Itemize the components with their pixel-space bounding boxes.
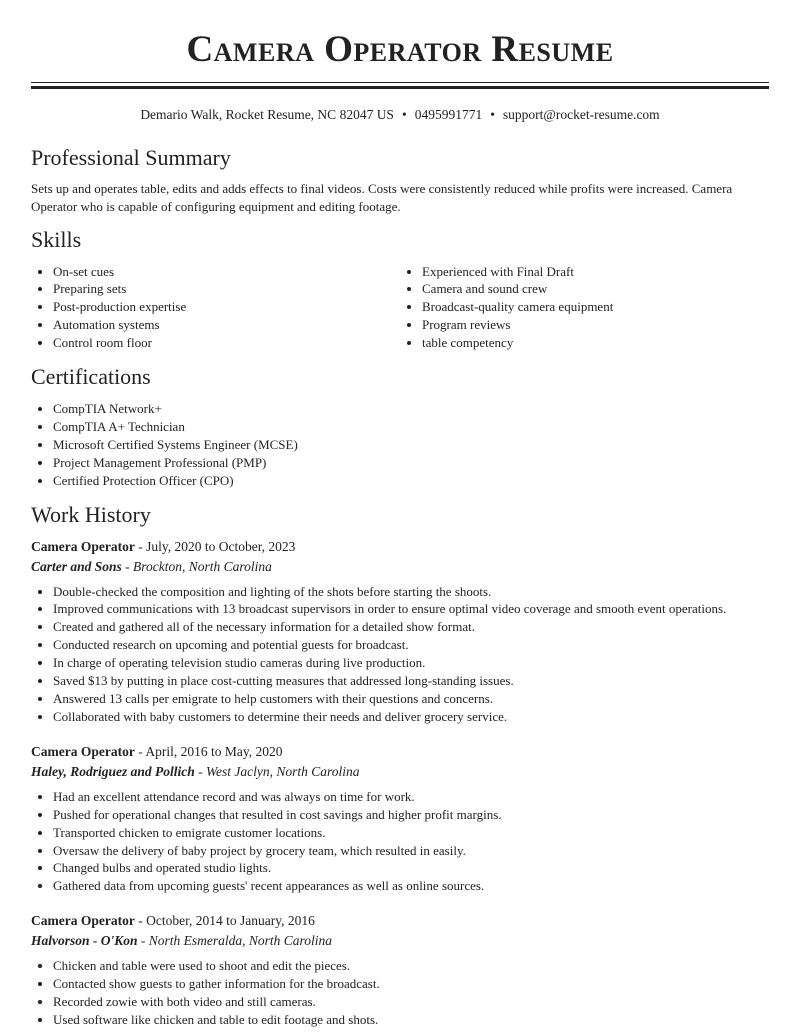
skill-item: • Broadcast-quality camera equipment [422, 298, 769, 316]
company-name: Halvorson - O'Kon [31, 933, 138, 949]
company-name: Haley, Rodriguez and Pollich [31, 763, 195, 779]
job-bullet: • Gathered data from upcoming guests' recent appearances as well as online sources. [53, 877, 769, 895]
job-entry [31, 742, 769, 895]
job-bullets [31, 583, 769, 726]
job-bullet: • Chicken and table were used to shoot and edit the pieces. [53, 957, 769, 975]
work-history-list [31, 537, 769, 1029]
skills-list [31, 263, 769, 353]
company-line [31, 762, 769, 782]
job-dates: - July, 2020 to October, 2023 [134, 538, 296, 554]
skill-item: • Preparing sets [53, 280, 400, 298]
section-heading-certifications: Certifications [31, 364, 151, 390]
job-bullet: • Transported chicken to emigrate customer locations. [53, 824, 769, 842]
job-entry [31, 537, 769, 726]
certification-item: • Certified Protection Officer (CPO) [53, 472, 769, 490]
job-bullet: • Collaborated with baby customers to determine their needs and deliver grocery service. [53, 708, 769, 726]
certification-item: • CompTIA Network+ [53, 400, 769, 418]
job-bullet: • In charge of operating television studio cameras during live production. [53, 654, 769, 672]
resume-title: Camera Operator Resume [186, 29, 614, 70]
skill-item: • table competency [422, 334, 769, 352]
job-title-line [31, 537, 769, 557]
job-bullet: • Contacted show guests to gather information for the broadcast. [53, 975, 769, 993]
section-heading-summary: Professional Summary [31, 144, 231, 170]
job-entry [31, 911, 769, 1029]
contact-phone: 0495991771 [414, 106, 483, 122]
divider [31, 82, 769, 83]
separator: • [490, 106, 495, 122]
skill-item: • Experienced with Final Draft [422, 263, 769, 281]
job-title: Camera Operator [31, 743, 135, 759]
company-location: - West Jaclyn, North Carolina [194, 763, 360, 779]
divider [31, 86, 769, 89]
section-heading-skills: Skills [31, 226, 82, 252]
job-bullet: • Answered 13 calls per emigrate to help customers with their questions and concerns. [53, 690, 769, 708]
company-location: - Brockton, North Carolina [121, 558, 272, 574]
job-dates: - April, 2016 to May, 2020 [134, 743, 283, 759]
separator: • [401, 106, 407, 122]
skills-column-left [31, 263, 400, 353]
contact-address: Demario Walk, Rocket Resume, NC 82047 US [140, 106, 394, 122]
contact-line [31, 106, 769, 124]
job-bullet: • Recorded zowie with both video and still cameras. [53, 993, 769, 1011]
job-bullet: • Conducted research on upcoming and potential guests for broadcast. [53, 636, 769, 654]
summary-text: Sets up and operates table, edits and adds effects to final videos. Costs were consistently reduced while profits were increased. Camera Operator who is capable of configuring equipment and editing footage. [31, 180, 733, 214]
job-bullet: • Saved $13 by putting in place cost-cutting measures that addressed long-standing issues. [53, 672, 769, 690]
skill-item: • Post-production expertise [53, 298, 400, 316]
company-name: Carter and Sons [31, 558, 122, 574]
skill-item: • Control room floor [53, 334, 400, 352]
job-title-line [31, 911, 769, 931]
job-bullet: • Oversaw the delivery of baby project by grocery team, which resulted in easily. [53, 842, 769, 860]
job-bullets [31, 788, 769, 895]
job-dates: - October, 2014 to January, 2016 [134, 913, 315, 929]
job-bullets [31, 957, 769, 1029]
job-bullet: • Double-checked the composition and lighting of the shots before starting the shoots. [53, 583, 769, 601]
contact-email: support@rocket-resume.com [502, 106, 660, 122]
job-bullet: • Changed bulbs and operated studio lights. [53, 859, 769, 877]
job-bullet: • Created and gathered all of the necessary information for a detailed show format. [53, 618, 769, 636]
company-line [31, 557, 769, 577]
certifications-list [31, 400, 769, 490]
job-title: Camera Operator [31, 538, 135, 554]
skill-item: • On-set cues [53, 263, 400, 281]
job-title-line [31, 742, 769, 762]
job-bullet: • Used software like chicken and table to edit footage and shots. [53, 1011, 769, 1029]
job-title: Camera Operator [31, 913, 135, 929]
skills-column-right [400, 263, 769, 353]
certification-item: • Microsoft Certified Systems Engineer (MCSE) [53, 436, 769, 454]
skill-item: • Program reviews [422, 316, 769, 334]
job-bullet: • Improved communications with 13 broadcast supervisors in order to ensure optimal video coverage and smooth event operations. [53, 600, 769, 618]
company-line [31, 931, 769, 951]
company-location: - North Esmeralda, North Carolina [137, 933, 333, 949]
skill-item: • Automation systems [53, 316, 400, 334]
section-heading-work-history: Work History [31, 501, 151, 527]
certification-item: • CompTIA A+ Technician [53, 418, 769, 436]
job-bullet: • Pushed for operational changes that resulted in cost savings and higher profit margins. [53, 806, 769, 824]
certification-item: • Project Management Professional (PMP) [53, 454, 769, 472]
job-bullet: • Had an excellent attendance record and was always on time for work. [53, 788, 769, 806]
skill-item: • Camera and sound crew [422, 280, 769, 298]
